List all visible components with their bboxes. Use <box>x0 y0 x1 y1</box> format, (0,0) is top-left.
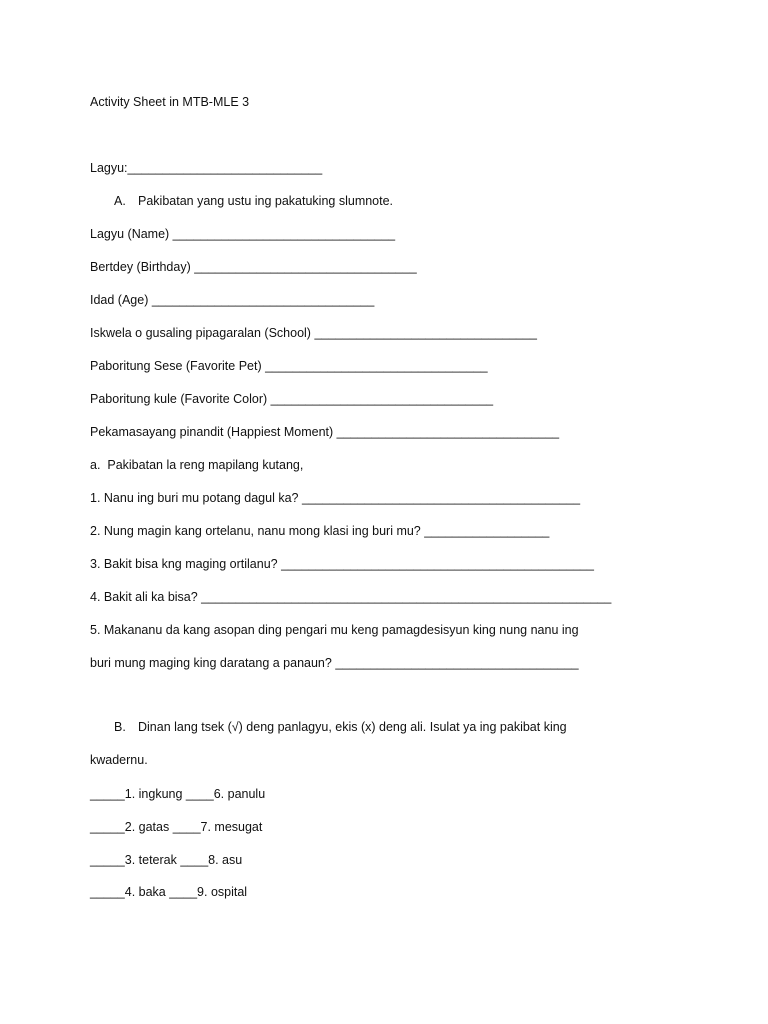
field-school: Iskwela o gusaling pipagaralan (School) ________________________________ <box>90 326 537 340</box>
field-age: Idad (Age) ________________________________ <box>90 293 375 307</box>
section-a-marker: A. <box>114 194 126 208</box>
section-a-instruction <box>114 193 393 209</box>
name-line: Lagyu:____________________________ <box>90 161 323 175</box>
field-name: Lagyu (Name) ________________________________ <box>90 227 396 241</box>
field-happiest-moment: Pekamasayang pinandit (Happiest Moment) ________________________________ <box>90 425 560 439</box>
item-row-1: _____1. ingkung ____6. panulu <box>90 787 266 801</box>
section-b-marker: B. <box>114 720 126 734</box>
question-1: 1. Nanu ing buri mu potang dagul ka? ________________________________________ <box>90 491 581 505</box>
item-row-3: _____3. teterak ____8. asu <box>90 853 243 867</box>
question-5: 5. Makananu da kang asopan ding pengari mu keng pamagdesisyun king nung nanu ing <box>90 623 579 637</box>
section-b-instruction-continued: kwadernu. <box>90 753 148 767</box>
section-a-instruction-text: Pakibatan yang ustu ing pakatuking slumnote. <box>138 194 394 208</box>
question-5-continued: buri mung maging king daratang a panaun? ___________________________________ <box>90 656 579 670</box>
field-favorite-pet: Paboritung Sese (Favorite Pet) ________________________________ <box>90 359 488 373</box>
document-title: Activity Sheet in MTB-MLE 3 <box>90 95 250 109</box>
section-b-instruction-text: Dinan lang tsek (√) deng panlagyu, ekis (x) deng ali. Isulat ya ing pakibat king <box>138 720 567 734</box>
question-4: 4. Bakit ali ka bisa? ___________________________________________________________ <box>90 590 612 604</box>
question-2: 2. Nung magin kang ortelanu, nanu mong klasi ing buri mu? __________________ <box>90 524 550 538</box>
item-row-2: _____2. gatas ____7. mesugat <box>90 820 263 834</box>
field-favorite-color: Paboritung kule (Favorite Color) ________________________________ <box>90 392 494 406</box>
section-b-instruction <box>114 719 567 735</box>
field-birthday: Bertdey (Birthday) ________________________________ <box>90 260 417 274</box>
item-row-4: _____4. baka ____9. ospital <box>90 885 248 899</box>
subsection-a-instruction: a. Pakibatan la reng mapilang kutang, <box>90 458 304 472</box>
question-3: 3. Bakit bisa kng maging ortilanu? _____________________________________________ <box>90 557 594 571</box>
